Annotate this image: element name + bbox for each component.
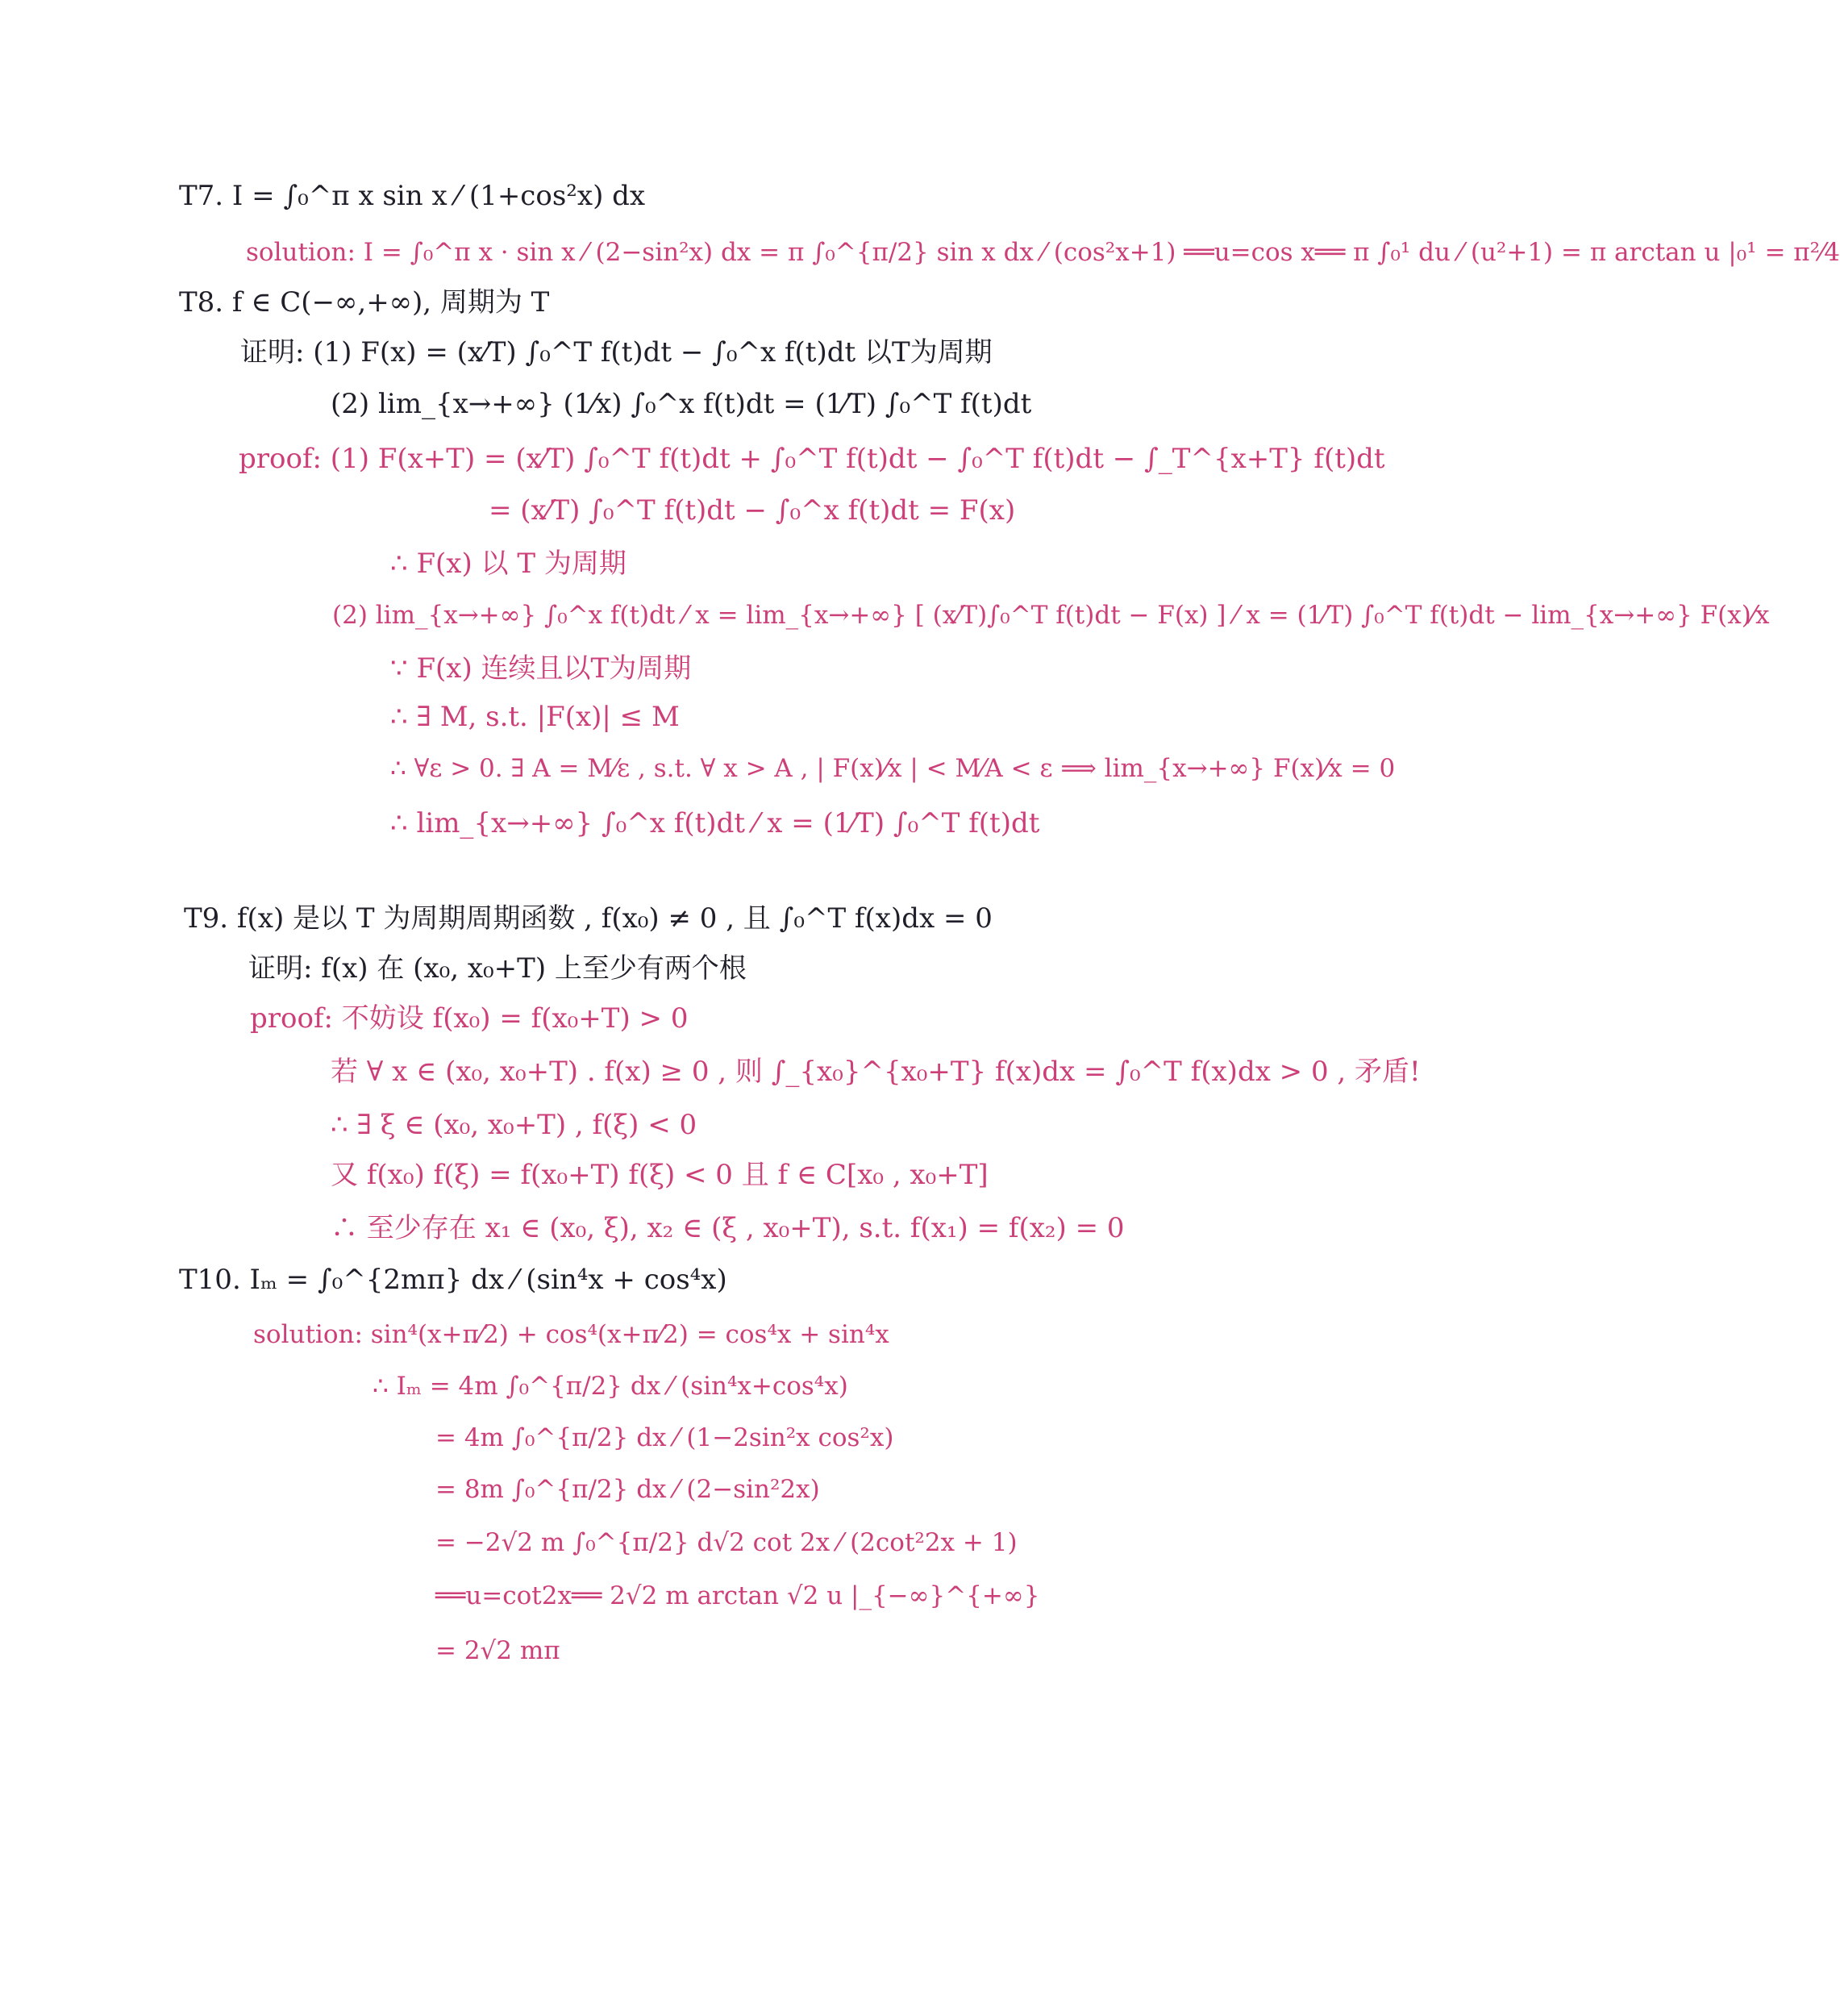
t9-proof-2: 若 ∀ x ∈ (x₀, x₀+T) . f(x) ≥ 0 , 则 ∫_{x₀}^{x₀+T} f(x)dx = ∫₀^T f(x)dx > 0 , 矛盾!: [331, 1056, 1421, 1088]
t8-proof-1c: ∴ F(x) 以 T 为周期: [390, 548, 627, 580]
t10-solution-7: = 2√2 mπ: [435, 1636, 560, 1665]
t9-proof-4: 又 f(x₀) f(ξ) = f(x₀+T) f(ξ) < 0 且 f ∈ C[x₀ , x₀+T]: [331, 1159, 989, 1191]
t9-problem: T9. f(x) 是以 T 为周期周期函数 , f(x₀) ≠ 0 , 且 ∫₀^T f(x)dx = 0: [184, 902, 993, 935]
t8-proof-2a: (2) lim_{x→+∞} ∫₀^x f(t)dt ⁄ x = lim_{x→+∞} [ (x⁄T)∫₀^T f(t)dt − F(x) ] ⁄ x = (1⁄T) ∫₀^T f(t)dt − lim_{x→+∞} F(x)⁄x: [332, 601, 1770, 630]
t8-problem: T8. f ∈ C(−∞,+∞), 周期为 T: [179, 286, 550, 319]
t8-proof-1b: = (x⁄T) ∫₀^T f(t)dt − ∫₀^x f(t)dt = F(x): [489, 494, 1016, 527]
t10-solution-5: = −2√2 m ∫₀^{π/2} d√2 cot 2x ⁄ (2cot²2x + 1): [435, 1528, 1018, 1557]
t9-proof-1: proof: 不妨设 f(x₀) = f(x₀+T) > 0: [250, 1002, 689, 1035]
t9-proof-5: ∴ 至少存在 x₁ ∈ (x₀, ξ), x₂ ∈ (ξ , x₀+T), s.t. f(x₁) = f(x₂) = 0: [331, 1212, 1125, 1244]
t9-proof-3: ∴ ∃ ξ ∈ (x₀, x₀+T) , f(ξ) < 0: [331, 1109, 697, 1141]
t8-proof-2c: ∴ ∃ M, s.t. |F(x)| ≤ M: [390, 701, 680, 733]
t9-claim: 证明: f(x) 在 (x₀, x₀+T) 上至少有两个根: [248, 952, 747, 985]
t10-solution-1: solution: sin⁴(x+π⁄2) + cos⁴(x+π⁄2) = cos⁴x + sin⁴x: [253, 1320, 889, 1349]
t7-problem: T7. I = ∫₀^π x sin x ⁄ (1+cos²x) dx: [179, 180, 646, 212]
t10-solution-2: ∴ Iₘ = 4m ∫₀^{π/2} dx ⁄ (sin⁴x+cos⁴x): [373, 1372, 848, 1401]
t8-claim-2: (2) lim_{x→+∞} (1⁄x) ∫₀^x f(t)dt = (1⁄T) ∫₀^T f(t)dt: [331, 388, 1032, 420]
t8-claim-1: 证明: (1) F(x) = (x⁄T) ∫₀^T f(t)dt − ∫₀^x f(t)dt 以T为周期: [240, 336, 993, 369]
t10-solution-4: = 8m ∫₀^{π/2} dx ⁄ (2−sin²2x): [435, 1475, 820, 1504]
t7-solution: solution: I = ∫₀^π x · sin x ⁄ (2−sin²x) dx = π ∫₀^{π/2} sin x dx ⁄ (cos²x+1) ══u=cos x══ π ∫₀¹ du ⁄ (u²+1) = π arctan u |₀¹ = π²⁄4: [246, 238, 1840, 267]
t8-proof-2d: ∴ ∀ε > 0. ∃ A = M⁄ε , s.t. ∀ x > A , | F(x)⁄x | < M⁄A < ε ⟹ lim_{x→+∞} F(x)⁄x = 0: [390, 754, 1396, 783]
t8-proof-2e: ∴ lim_{x→+∞} ∫₀^x f(t)dt ⁄ x = (1⁄T) ∫₀^T f(t)dt: [390, 807, 1040, 839]
t8-proof-1a: proof: (1) F(x+T) = (x⁄T) ∫₀^T f(t)dt + ∫₀^T f(t)dt − ∫₀^T f(t)dt − ∫_T^{x+T} f(t)dt: [239, 443, 1385, 475]
t8-proof-2b: ∵ F(x) 连续且以T为周期: [390, 652, 692, 685]
t10-solution-6: ══u=cot2x══ 2√2 m arctan √2 u |_{−∞}^{+∞}: [435, 1581, 1040, 1610]
t10-problem: T10. Iₘ = ∫₀^{2mπ} dx ⁄ (sin⁴x + cos⁴x): [179, 1264, 727, 1296]
t10-solution-3: = 4m ∫₀^{π/2} dx ⁄ (1−2sin²x cos²x): [435, 1423, 894, 1452]
